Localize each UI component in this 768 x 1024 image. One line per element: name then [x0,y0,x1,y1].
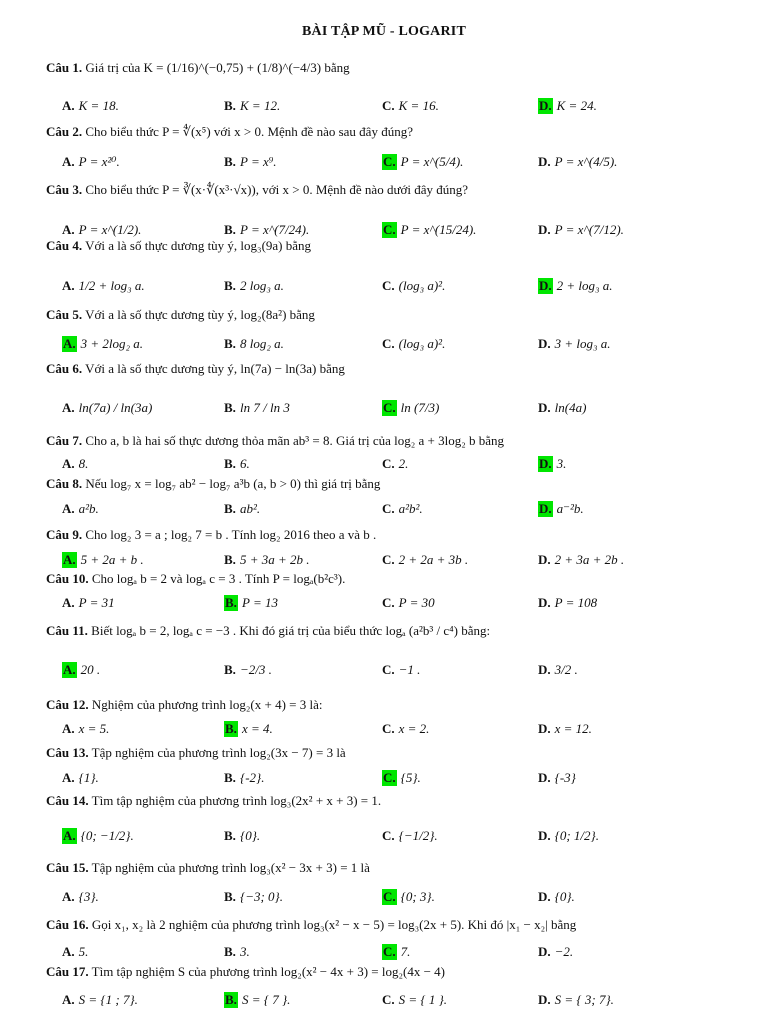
option-text: S = {1 ; 7}. [78,992,138,1007]
question-text: Gọi x₁, x₂ là 2 nghiệm của phương trình log₃(x² − x − 5) = log₃(2x + 5). Khi đó |x₁ − x₂| bằng [91,917,577,932]
question-text: Với a là số thực dương tùy ý, ln(7a) − ln(3a) bằng [85,361,345,376]
answer-options [0,98,768,116]
option-letter: A. [62,992,75,1007]
option-text: {5}. [400,770,421,785]
option-text: −1 . [398,662,421,677]
option-text: x = 5. [78,721,110,736]
option-letter: B. [224,400,236,415]
question-12 [46,697,746,713]
question-label: Câu 16. [46,917,89,932]
option-b [224,154,277,170]
answer-options [0,770,768,788]
option-b [224,992,290,1008]
answer-options [0,400,768,418]
option-letter: B. [224,98,236,113]
option-letter: D. [538,154,551,169]
option-letter: B. [224,501,236,516]
option-letter: A. [62,400,75,415]
question-text: Cho biểu thức P = ∛(x·∜(x³·√x)), với x > 0. Mệnh đề nào dưới đây đúng? [85,182,469,197]
option-text: {-2}. [240,770,265,785]
option-text: {1}. [78,770,99,785]
option-letter: D. [538,992,551,1007]
correct-answer-marker: D. [539,98,552,113]
option-letter: D. [538,595,551,610]
option-letter: C. [382,501,395,516]
question-text: Nghiệm của phương trình log₂(x + 4) = 3 là: [91,697,323,712]
option-b [224,662,272,678]
question-label: Câu 12. [46,697,89,712]
option-b [224,770,264,786]
option-a [62,400,152,416]
option-b [224,98,280,114]
correct-answer-marker: A. [63,662,76,677]
option-d [538,889,575,905]
correct-answer-marker: B. [225,992,237,1007]
option-c [382,992,447,1008]
option-text: P = x²⁰. [78,154,120,169]
option-text: ln(7a) / ln(3a) [78,400,153,415]
answer-options [0,992,768,1010]
option-letter: D. [538,400,551,415]
option-text: −2. [554,944,574,959]
option-text: 2 + 2a + 3b . [398,552,469,567]
question-text: Tìm tập nghiệm S của phương trình log₂(x² − 4x + 3) = log₂(4x − 4) [91,964,446,979]
option-d [538,278,613,294]
option-text: P = x^(4/5). [554,154,618,169]
option-text: {3}. [78,889,99,904]
option-text: (log₃ a)². [398,336,446,351]
answer-options [0,828,768,846]
option-b [224,400,290,416]
option-text: {0}. [554,889,575,904]
correct-answer-marker: A. [63,336,76,351]
question-text: Cho biểu thức P = ∜(x⁵) với x > 0. Mệnh đề nào sau đây đúng? [85,124,413,139]
option-c [382,552,468,568]
option-a [62,889,99,905]
correct-answer-marker: B. [225,595,237,610]
option-a [62,456,88,472]
option-c [382,889,435,905]
question-7 [46,433,746,449]
question-label: Câu 6. [46,361,83,376]
option-d [538,770,576,786]
question-14 [46,793,746,809]
option-text: 8. [78,456,89,471]
option-letter: C. [382,595,395,610]
option-text: K = 18. [78,98,119,113]
answer-options [0,552,768,570]
option-letter: B. [224,336,236,351]
option-c [382,98,439,114]
question-17 [46,964,746,980]
option-letter: A. [62,154,75,169]
option-d [538,944,573,960]
option-d [538,992,614,1008]
option-letter: A. [62,501,75,516]
option-text: ln (7/3) [400,400,440,415]
option-letter: B. [224,662,236,677]
correct-answer-marker: C. [383,889,396,904]
option-a [62,98,119,114]
correct-answer-marker: C. [383,154,396,169]
question-13 [46,745,746,761]
question-8 [46,476,746,492]
option-text: {0; −1/2}. [80,828,134,843]
option-a [62,944,88,960]
question-text: Biết logₐ b = 2, logₐ c = −3 . Khi đó giá trị của biểu thức logₐ (a²b³ / c⁴) bằng: [91,623,491,638]
option-a [62,501,99,517]
option-text: a²b². [398,501,423,516]
option-text: P = x⁹. [240,154,277,169]
option-c [382,721,429,737]
option-letter: A. [62,278,75,293]
question-label: Câu 7. [46,433,83,448]
option-d [538,552,624,568]
option-letter: A. [62,595,75,610]
question-6 [46,361,746,377]
option-b [224,721,273,737]
question-label: Câu 13. [46,745,89,760]
option-letter: B. [224,889,236,904]
option-c [382,400,439,416]
option-letter: D. [538,770,551,785]
option-letter: C. [382,992,395,1007]
option-text: K = 24. [556,98,597,113]
option-c [382,828,438,844]
option-letter: A. [62,721,75,736]
question-text: Cho logₐ b = 2 và logₐ c = 3 . Tính P = logₐ(b²c³). [91,571,346,586]
option-text: x = 2. [398,721,430,736]
option-text: {0}. [240,828,261,843]
question-10 [46,571,746,587]
question-label: Câu 9. [46,527,83,542]
option-d [538,828,599,844]
option-text: {-3} [554,770,576,785]
option-b [224,552,310,568]
page-title: BÀI TẬP MŨ - LOGARIT [302,24,466,39]
question-label: Câu 5. [46,307,83,322]
option-letter: D. [538,222,551,237]
option-letter: C. [382,721,395,736]
question-label: Câu 4. [46,238,83,253]
option-c [382,595,435,611]
option-text: 3 + log₃ a. [554,336,611,351]
option-letter: A. [62,98,75,113]
option-letter: D. [538,721,551,736]
option-c [382,456,408,472]
option-text: 5 + 2a + b . [80,552,144,567]
option-letter: D. [538,944,551,959]
question-text: Giá trị của K = (1/16)^(−0,75) + (1/8)^(−4/3) bằng [85,60,350,75]
question-text: Cho log₂ 3 = a ; log₂ 7 = b . Tính log₂ 2016 theo a và b . [85,527,377,542]
option-text: K = 16. [398,98,439,113]
option-text: P = x^(15/24). [400,222,477,237]
option-c [382,944,410,960]
option-text: 3 + 2log₂ a. [80,336,144,351]
correct-answer-marker: A. [63,552,76,567]
option-text: 20 . [80,662,101,677]
option-a [62,154,120,170]
question-label: Câu 3. [46,182,83,197]
answer-options [0,278,768,296]
correct-answer-marker: B. [225,721,237,736]
answer-options [0,889,768,907]
option-letter: C. [382,98,395,113]
option-letter: C. [382,336,395,351]
question-3 [46,182,746,198]
correct-answer-marker: D. [539,501,552,516]
option-letter: A. [62,944,75,959]
option-d [538,154,617,170]
option-letter: D. [538,552,551,567]
option-text: −2/3 . [240,662,272,677]
option-a [62,721,109,737]
answer-options [0,662,768,680]
option-c [382,222,476,238]
question-label: Câu 2. [46,124,83,139]
correct-answer-marker: C. [383,944,396,959]
option-text: 5. [78,944,89,959]
option-letter: B. [224,456,236,471]
option-b [224,456,250,472]
option-b [224,828,260,844]
question-text: Nếu log₇ x = log₇ ab² − log₇ a³b (a, b > 0) thì giá trị bằng [85,476,381,491]
option-letter: B. [224,552,236,567]
option-b [224,889,283,905]
option-text: S = { 1 }. [398,992,448,1007]
option-b [224,336,284,352]
option-text: {−3; 0}. [240,889,283,904]
option-text: {0; 1/2}. [554,828,599,843]
option-d [538,662,578,678]
option-letter: A. [62,222,75,237]
option-a [62,336,143,352]
option-letter: D. [538,828,551,843]
question-label: Câu 11. [46,623,88,638]
option-text: P = x^(7/24). [240,222,310,237]
option-d [538,98,597,114]
option-c [382,770,421,786]
option-d [538,721,592,737]
question-label: Câu 10. [46,571,89,586]
question-label: Câu 8. [46,476,83,491]
option-text: x = 12. [554,721,592,736]
question-11 [46,623,746,639]
option-letter: D. [538,889,551,904]
option-text: 1/2 + log₃ a. [78,278,145,293]
question-label: Câu 17. [46,964,89,979]
option-d [538,501,584,517]
question-text: Với a là số thực dương tùy ý, log₂(8a²) bằng [85,307,315,322]
option-c [382,278,445,294]
option-letter: C. [382,278,395,293]
option-text: S = { 3; 7}. [554,992,614,1007]
option-text: 8 log₂ a. [240,336,284,351]
option-d [538,222,624,238]
option-text: 2 log₃ a. [240,278,284,293]
option-text: a²b. [78,501,99,516]
option-c [382,154,463,170]
option-text: {−1/2}. [398,828,438,843]
option-a [62,662,100,678]
option-letter: C. [382,552,395,567]
question-5 [46,307,746,323]
option-text: a⁻²b. [556,501,584,516]
question-text: Tìm tập nghiệm của phương trình log₃(2x² + x + 3) = 1. [91,793,382,808]
option-text: P = x^(5/4). [400,154,464,169]
option-text: 2 + 3a + 2b . [554,552,625,567]
question-label: Câu 15. [46,860,89,875]
correct-answer-marker: D. [539,456,552,471]
option-a [62,770,99,786]
question-16 [46,917,746,933]
option-d [538,336,611,352]
option-text: 7. [400,944,411,959]
option-letter: B. [224,770,236,785]
option-text: 6. [240,456,250,471]
option-letter: B. [224,154,236,169]
option-letter: A. [62,889,75,904]
option-c [382,336,445,352]
question-9 [46,527,746,543]
option-letter: A. [62,770,75,785]
option-b [224,222,309,238]
option-letter: D. [538,336,551,351]
option-letter: A. [62,456,75,471]
option-letter: B. [224,828,236,843]
option-text: 5 + 3a + 2b . [240,552,310,567]
option-letter: B. [224,222,236,237]
question-label: Câu 1. [46,60,83,75]
correct-answer-marker: C. [383,222,396,237]
option-a [62,552,144,568]
question-1 [46,60,746,76]
question-text: Tập nghiệm của phương trình log₂(3x − 7) = 3 là [91,745,346,760]
option-c [382,662,420,678]
question-2 [46,124,746,140]
option-a [62,828,134,844]
option-text: 3. [240,944,250,959]
correct-answer-marker: A. [63,828,76,843]
option-letter: B. [224,278,236,293]
option-b [224,944,250,960]
option-text: P = x^(7/12). [554,222,624,237]
correct-answer-marker: C. [383,400,396,415]
option-b [224,595,278,611]
option-c [382,501,423,517]
option-text: P = 31 [78,595,115,610]
option-letter: C. [382,662,395,677]
option-text: x = 4. [242,721,273,736]
option-text: P = 108 [554,595,598,610]
option-text: P = 30 [398,595,435,610]
option-b [224,278,284,294]
option-a [62,278,145,294]
answer-options [0,456,768,474]
question-text: Cho a, b là hai số thực dương thỏa mãn ab³ = 8. Giá trị của log₂ a + 3log₂ b bằng [85,433,505,448]
option-d [538,456,566,472]
option-letter: B. [224,944,236,959]
option-text: K = 12. [240,98,281,113]
option-text: P = 13 [242,595,278,610]
question-text: Với a là số thực dương tùy ý, log₃(9a) bằng [85,238,312,253]
option-letter: C. [382,828,395,843]
option-text: 3. [556,456,567,471]
question-label: Câu 14. [46,793,89,808]
question-15 [46,860,746,876]
option-text: (log₃ a)². [398,278,446,293]
option-d [538,400,586,416]
option-text: S = { 7 }. [242,992,291,1007]
answer-options [0,595,768,613]
option-text: 2 + log₃ a. [556,278,613,293]
option-text: ln(4a) [554,400,587,415]
answer-options [0,944,768,962]
option-text: 3/2 . [554,662,578,677]
option-text: 2. [398,456,409,471]
answer-options [0,721,768,739]
option-a [62,595,115,611]
option-letter: D. [538,662,551,677]
option-d [538,595,597,611]
option-b [224,501,260,517]
option-text: ab². [240,501,261,516]
question-text: Tập nghiệm của phương trình log₃(x² − 3x + 3) = 1 là [91,860,370,875]
option-a [62,992,138,1008]
correct-answer-marker: D. [539,278,552,293]
option-text: P = x^(1/2). [78,222,142,237]
option-a [62,222,141,238]
option-letter: C. [382,456,395,471]
option-text: {0; 3}. [400,889,435,904]
option-text: ln 7 / ln 3 [240,400,290,415]
answer-options [0,154,768,172]
question-4 [46,238,746,254]
correct-answer-marker: C. [383,770,396,785]
answer-options [0,501,768,519]
answer-options [0,336,768,354]
